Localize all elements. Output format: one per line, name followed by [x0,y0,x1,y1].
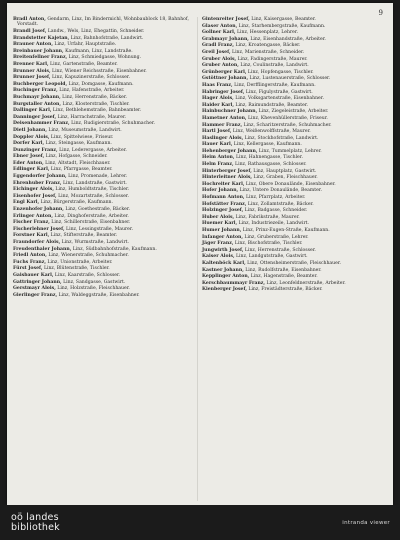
entry-text: Linz, Hauptplatz, Gastwirt. [251,168,317,174]
entry-text: Linz, Pfarrgasse, Beamter. [49,167,113,173]
viewer-footer [0,505,400,540]
entry-text: Linz, Waldeggstraße, Eisenbahner. [57,292,140,298]
entry-text: Linz, Kaisergasse, Beamter. [249,17,316,22]
directory-entry [13,42,191,47]
entry-name: Eichinger Alois, [13,187,54,193]
entry-name: Brandl Josef, [13,29,47,34]
entry-name: Fürst Josef, [13,266,43,272]
directory-entry [13,82,191,87]
entry-text: Linz, Museumstraße, Landwirt. [46,127,122,133]
entry-name: Ehrenhuber Franz, [13,180,62,186]
left-column [13,17,191,299]
entry-name: Humer Johann, [202,228,242,233]
directory-entry [13,141,191,146]
entry-name: Jäger Franz, [202,241,234,247]
directory-entry [13,266,191,271]
entry-text: Linz, Raimundstraße, Beamter. [233,102,308,108]
entry-name: Hinterberger Josef, [202,168,252,174]
entry-name: Hauer Karl, [202,142,233,148]
entry-name: Grabmayr Johann, [202,36,249,42]
entry-text: Linz, Harrachstraße, Maurer. [56,114,127,120]
directory-entry [202,90,380,95]
directory-entry [13,161,191,166]
entry-text: Linz, Graben, Fleischhauer. [252,175,318,181]
directory-entry [202,274,380,279]
directory-entry [13,69,191,74]
directory-entry [202,63,380,68]
entry-name: Brauner Anton, [13,42,53,48]
library-logo[interactable] [11,513,60,533]
directory-entry [202,149,380,154]
directory-entry [202,70,380,75]
entry-name: Brandstetter Kajetan, [13,35,70,41]
entry-text: Linz, Figulystraße, Gastwirt. [244,89,313,95]
directory-entry [13,135,191,140]
directory-entry [202,202,380,207]
entry-name: Grünberger Karl, [202,69,247,75]
entry-text: Landw., Wels, Linz, Ehegattin, Schneider. [46,29,145,34]
entry-name: Eggendorfer Johann, [13,174,67,180]
entry-text: Linz, Humboldtstraße, Tischler. [53,187,130,193]
entry-name: Buchberger Leopold, [13,81,68,87]
entry-text: Linz, Starhembergstraße, Kaufmann. [237,23,326,29]
directory-entry [202,175,380,180]
entry-name: Fischerlehner Josef, [13,226,65,232]
entry-name: Dallinger Karl, [13,108,52,114]
entry-text: Linz, Promenade, Lehrer. [66,174,128,180]
entry-text: Linz, Mozartstraße, Schlosser. [56,193,129,199]
entry-name: Eder Anton, [13,160,44,166]
directory-entry [13,273,191,278]
entry-text: Linz, Coulinstraße, Landwirt. [238,63,309,69]
entry-text: Linz, Hagenstraße, Beamter. [249,274,318,280]
directory-entry [13,207,191,212]
entry-name: Hammer Franz, [202,122,243,128]
entry-name: Haider Karl, [202,102,234,108]
entry-name: Engl Karl, [13,200,40,206]
directory-entry [202,221,380,226]
entry-text: Linz, Urfahr, Hauptstraße. [52,42,117,48]
entry-name: Hartl Josef, [202,129,232,135]
entry-name: Danninger Josef, [13,114,57,120]
entry-text: Kaufmann, Linz, Landstraße. [63,48,133,54]
entry-text: Linz, Volksgartenstraße, Eisenbahner. [233,96,324,102]
directory-entry [202,235,380,240]
viewer-brand[interactable]: intranda viewer [342,520,390,526]
entry-name: Dietl Johann, [13,127,47,133]
entry-name: Gierlinger Franz, [13,292,58,298]
entry-text: Linz, Derfflingerstraße, Kaufmann. [232,82,316,88]
entry-text: Linz, Hopfengasse, Tischler. [246,69,314,75]
directory-entry [202,116,380,121]
entry-text: Linz, Marienstraße, Schneider. [230,49,305,55]
entry-name: Glaser Anton, [202,23,238,29]
directory-entry [13,148,191,153]
directory-entry [13,187,191,192]
entry-text: Linz, Bischofstraße, Tischler. [233,241,303,247]
directory-entry [202,43,380,48]
entry-text: Linz, Klosterstraße, Tischler. [61,101,130,107]
entry-text: Linz, Freistädterstraße, Bäcker. [246,287,323,293]
entry-name: Kepplinger Anton, [202,274,250,280]
entry-text: Linz, Zollamtstraße, Bäcker. [246,201,314,207]
directory-entry [202,188,380,193]
entry-name: Burgstaller Anton, [13,101,62,107]
entry-text: Linz, Rudolfstraße, Eisenbahner. [243,267,322,273]
document-page [7,3,393,505]
page-number: 9 [378,9,383,17]
column-divider [197,17,198,501]
entry-text: Linz, Lederergasse, Arbeiter. [57,147,127,153]
entry-name: Gradl Franz, [202,43,235,49]
directory-entry [13,29,191,34]
directory-entry [13,220,191,225]
entry-text: Linz, Herrenstraße, Schlosser. [243,247,316,253]
entry-name: Breitenfellner Franz, [13,55,68,61]
directory-entry [13,227,191,232]
directory-entry [13,167,191,172]
directory-entry [202,287,380,292]
entry-name: Gruber Alois, [202,56,237,62]
entry-name: Gstöttner Johann, [202,76,249,82]
directory-entry [202,215,380,220]
entry-text: Linz, Sandgasse, Gastwirt. [61,279,126,285]
directory-entry [13,154,191,159]
entry-text: Linz, Badgasse, Schneider. [243,208,308,214]
entry-name: Habringer Josef, [202,89,245,95]
right-column [202,17,380,294]
entry-name: Infanger Anton, [202,234,243,240]
directory-entry [13,95,191,100]
entry-text: Linz, Landgutstraße, Gastwirt. [234,254,308,260]
entry-name: Gattringer Johann, [13,279,62,285]
entry-name: Huemer Karl, [202,221,238,227]
entry-name: Doppler Alois, [13,134,50,140]
entry-name: Bradl Anton, [13,17,46,22]
entry-text: Linz, Holzstraße, Fleischhauer. [55,286,130,292]
entry-text: Linz, Goethestraße, Bäcker. [63,207,131,213]
entry-name: Gaisbauer Karl, [13,272,54,278]
entry-text: Linz, Schillerstraße, Eisenbahner. [49,220,131,226]
logo-line-1: oö landes [11,512,59,523]
entry-name: Gerstmayr Alois, [13,286,56,292]
entry-name: Hofstätter Franz, [202,201,247,207]
directory-entry [13,293,191,298]
entry-text: Linz, Khevenhüllerstraße, Friseur. [246,115,328,121]
directory-entry [202,195,380,200]
entry-text: Linz, Tummelplatz, Lehrer. [257,148,322,154]
directory-entry [13,247,191,252]
entry-text: Linz, Obere Donaulände, Eisenbahner. [244,181,336,187]
entry-name: Hager Alois, [202,96,234,102]
directory-entry [13,253,191,258]
directory-entry [202,123,380,128]
entry-name: Deisenhammer Franz, [13,121,70,127]
entry-text: Linz, Südbahnhofstraße, Kaufmann. [71,246,157,252]
directory-entry [13,55,191,60]
directory-entry [13,108,191,113]
entry-name: Helm Franz, [202,162,234,168]
entry-name: Eisenhofer Josef, [13,193,57,199]
entry-text: Gendarm, Linz, Im Bindermichl, Wohnbaublock 18, Bahnhof, Vorstadt. [17,17,189,28]
directory-entry [202,129,380,134]
entry-text: Linz, Eisenhandstraße, Arbeiter. [248,36,326,42]
entry-text: Linz, Domgasse, Kaufmann. [67,81,134,87]
directory-entry [13,214,191,219]
entry-name: Kastner Johann, [202,267,244,273]
directory-entry [13,233,191,238]
directory-entry [202,268,380,273]
entry-name: Erlinger Anton, [13,213,53,219]
entry-text: Linz, Schmiedgasse, Wohnung. [67,55,142,61]
directory-entry [202,96,380,101]
entry-name: Hofer Johann, [202,188,239,194]
entry-text: Linz, Bethlehemstraße, Bahnbeamter. [51,108,142,114]
entry-name: Hinterleitner Alois, [202,175,253,181]
entry-name: Jungwirth Josef, [202,247,244,253]
directory-entry [202,136,380,141]
entry-name: Heim Anton, [202,155,235,161]
directory-entry [202,182,380,187]
entry-text: Linz, Leonfeldnerstraße, Arbeiter. [265,280,346,286]
entry-text: Linz, Rudigierstraße, Schuhmacher. [69,121,155,127]
entry-name: Hochreiter Karl, [202,181,245,187]
directory-entry [202,169,380,174]
entry-name: Greil Josef, [202,49,231,55]
entry-text: Linz, Prinz-Eugen-Straße, Kaufmann. [241,228,330,233]
entry-name: Gintenreiter Josef, [202,17,250,22]
directory-entry [13,128,191,133]
entry-name: Brunner Josef, [13,75,51,81]
directory-entry [202,208,380,213]
entry-name: Gollner Karl, [202,30,236,36]
entry-text: Linz, Lessingstraße, Maurer. [64,226,134,232]
directory-entry [13,174,191,179]
entry-name: Kerschbaummayr Franz, [202,280,265,286]
directory-entry [202,83,380,88]
entry-name: Freudenthaler Johann, [13,246,72,252]
entry-text: Linz, Gartenstraße, Beamter. [48,61,118,67]
entry-name: Friedl Anton, [13,253,47,259]
directory-entry [202,57,380,62]
entry-text: Linz, Wienerstraße, Schuhmacher. [46,253,129,259]
directory-entry [202,76,380,81]
entry-text: Linz, Kroatengasse, Bäcker. [234,43,301,49]
entry-text: Linz, Pfarrplatz, Arbeiter. [244,195,306,201]
directory-entry [202,17,380,22]
entry-name: Fischer Franz, [13,220,50,226]
entry-text: Linz, Ottensheimerstraße, Fleischhauer. [245,260,341,266]
directory-entry [13,240,191,245]
directory-entry [202,37,380,42]
entry-text: Linz, Stockhofstraße, Landwirt. [243,135,319,141]
entry-name: Dunzinger Franz, [13,147,58,153]
entry-text: Linz, Lustenauerstraße, Schlosser. [248,76,331,82]
entry-text: Linz, Weißenwolffstraße, Maurer. [231,129,311,135]
entry-name: Brunner Alois, [13,68,51,74]
entry-name: Forstner Karl, [13,233,50,239]
entry-text: Linz, Spittelwiese, Friseur. [49,134,114,140]
directory-entry [202,254,380,259]
directory-entry [202,248,380,253]
entry-text: Linz, Unionstraße, Arbeiter. [45,259,113,265]
directory-entry [13,280,191,285]
entry-text: Linz, Kapuzinerstraße, Schlosser. [50,75,130,81]
entry-text: Linz, Hofgasse, Schneider. [44,154,108,160]
entry-text: Linz, Steingasse, Kaufmann. [44,141,112,147]
entry-name: Buchmayr Johann, [13,94,61,100]
entry-name: Edlinger Karl, [13,167,50,173]
directory-entry [202,241,380,246]
directory-entry [202,103,380,108]
entry-text: Linz, Fabrikstraße, Maurer. [234,214,300,220]
directory-entry [202,281,380,286]
entry-name: Kaltenböck Karl, [202,260,246,266]
logo-line-2: bibliothek [11,522,60,533]
directory-entry [13,75,191,80]
entry-name: Enzenhofer Johann, [13,207,64,213]
entry-text: Linz, Bürgerstraße, Kaufmann. [39,200,113,206]
entry-name: Kaiser Alois, [202,254,235,260]
entry-name: Haas Franz, [202,82,233,88]
directory-entry [202,142,380,147]
directory-entry [202,155,380,160]
directory-entry [202,30,380,35]
directory-entry [202,228,380,233]
directory-entry [202,24,380,29]
entry-text: Linz, Hahnengasse, Tischler. [234,155,303,161]
directory-entry [202,109,380,114]
entry-name: Fraundorfer Alois, [13,240,61,245]
entry-text: Linz, Blütenstraße, Tischler. [42,266,110,272]
entry-text: Linz, Landstraße, Gastwirt. [61,180,127,186]
entry-text: Linz, Altstadt, Fleischhauer. [43,160,111,166]
entry-text: Linz, Gruberstraße, Lehrer. [242,234,309,240]
entry-name: Ebner Josef, [13,154,45,160]
directory-entry [13,36,191,41]
entry-name: Brenner Karl, [13,61,49,67]
entry-text: Linz, Scharitzerstraße, Schuhmacher. [242,122,332,128]
entry-name: Haslinger Alois, [202,135,244,141]
directory-entry [13,49,191,54]
directory-entry [13,88,191,93]
entry-name: Gruber Anton, [202,63,239,69]
entry-name: Buchinger Franz, [13,88,58,94]
directory-entry [13,17,191,28]
entry-text: Linz, Industriezeile, Landwirt. [237,221,309,227]
directory-entry [13,121,191,126]
entry-name: Breinbauer Johann, [13,48,64,54]
directory-entry [13,62,191,67]
entry-name: Hehenberger Johann, [202,148,258,154]
entry-name: Holzinger Josef, [202,208,244,214]
entry-text: Linz, Ziegeleistraße, Arbeiter. [257,109,329,115]
entry-text: Linz, Wurmstraße, Landwirt. [60,240,129,245]
entry-name: Fuchs Franz, [13,259,46,265]
entry-name: Kienberger Josef, [202,287,247,293]
entry-text: Linz, Stifterstraße, Beamter. [49,233,118,239]
directory-entry [13,115,191,120]
directory-entry [13,194,191,199]
entry-text: Linz, Untere Donaulände, Beamter. [238,188,322,194]
entry-text: Linz, Fadingerstraße, Maurer. [236,56,308,62]
directory-entry [202,162,380,167]
directory-entry [13,102,191,107]
entry-name: Hametner Anton, [202,115,247,121]
directory-entry [13,200,191,205]
entry-text: Linz, Bahnhofstraße, Landwirt. [69,35,144,41]
directory-entry [13,286,191,291]
entry-text: Linz, Herrenstraße, Bäcker. [60,94,127,100]
entry-name: Huber Alois, [202,214,235,220]
entry-name: Hainbuchner Johann, [202,109,258,115]
entry-text: Linz, Wiener Reichsstraße, Eisenbahner. [50,68,147,74]
directory-entry [202,261,380,266]
entry-text: Linz, Hessenplatz, Lehrer. [235,30,299,36]
directory-entry [13,260,191,265]
entry-name: Dorfer Karl, [13,141,45,147]
entry-text: Linz, Hafenstraße, Arbeiter. [57,88,125,94]
entry-text: Linz, Kaarstraße, Schlosser. [53,272,121,278]
entry-text: Linz, Kellergasse, Kaufmann. [232,142,302,148]
directory-entry [13,181,191,186]
entry-text: Linz, Dinghoferstraße, Arbeiter. [52,213,129,219]
entry-text: Linz, Rathausgasse, Schlosser. [233,162,307,168]
entry-name: Hofmann Anton, [202,195,245,201]
directory-entry [202,50,380,55]
